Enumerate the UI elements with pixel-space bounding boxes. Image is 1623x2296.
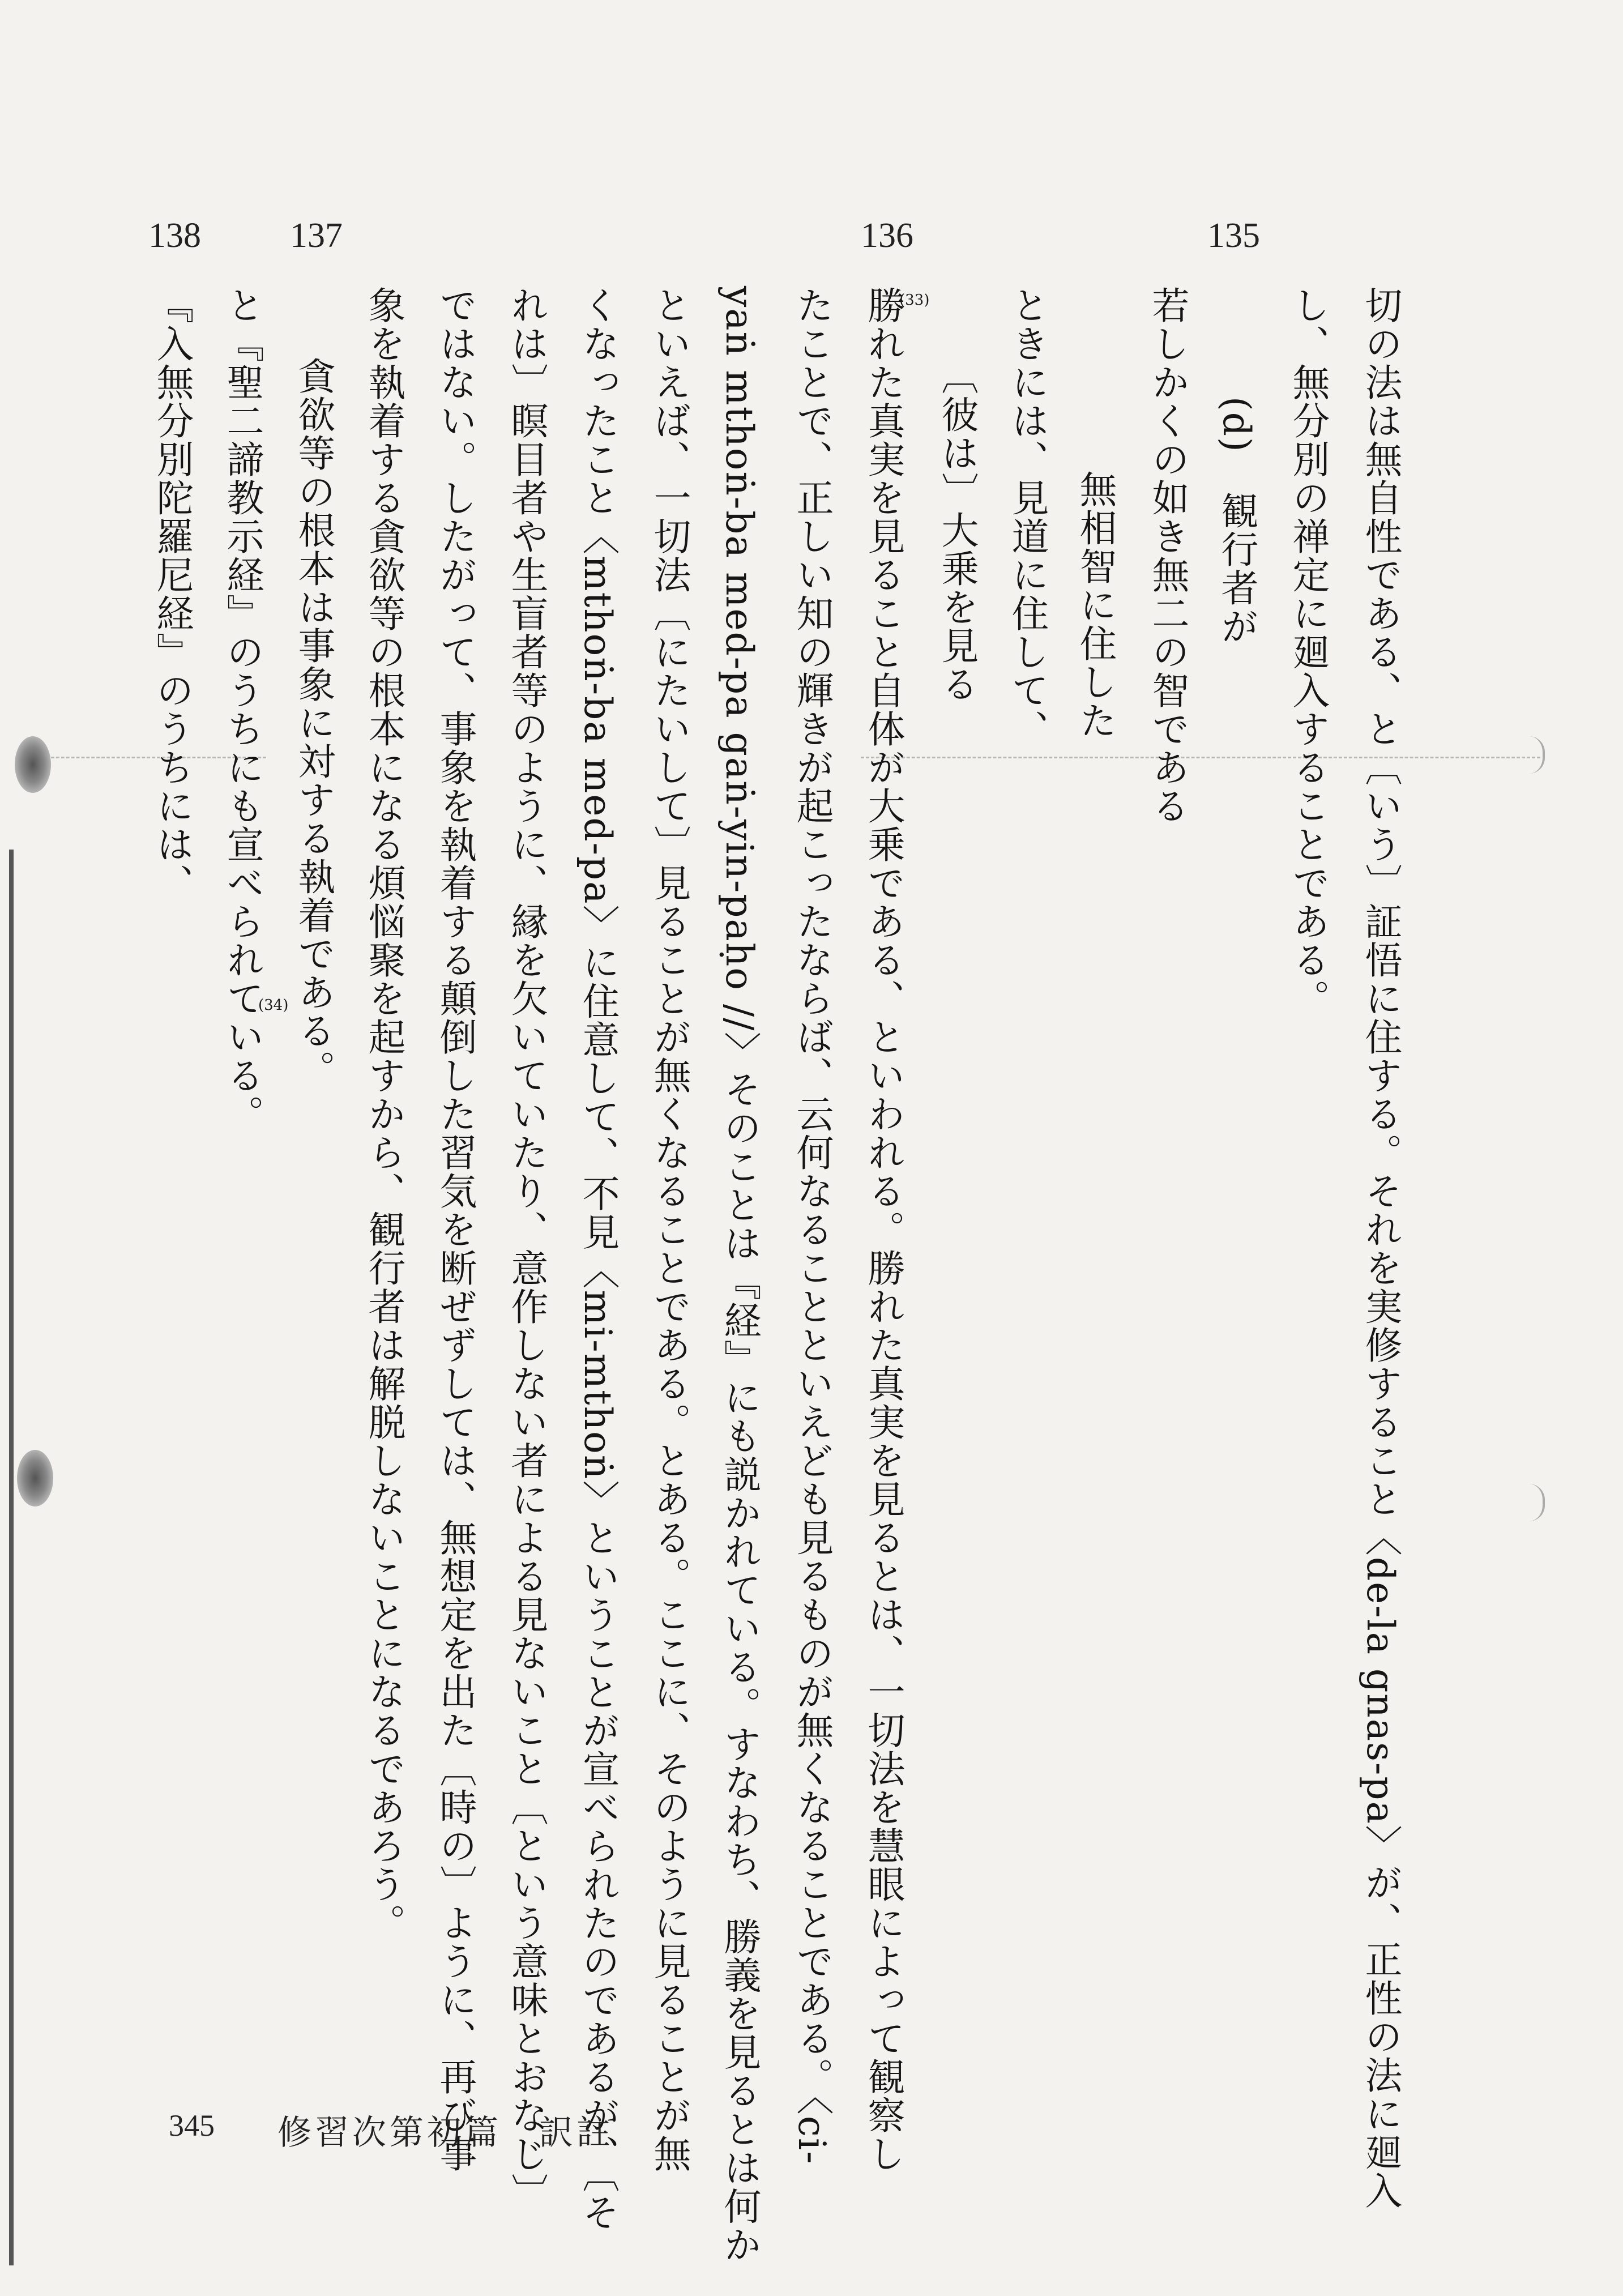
text-column-17: と『聖二諦教示経』のうちにも宣べられている。	[220, 286, 264, 1133]
text-column-5: 若しかくの如き無二の智である	[1146, 286, 1189, 825]
page-ref-136: 136	[861, 216, 913, 255]
binding-hole-top	[15, 736, 51, 793]
text-column-13: れは〕瞑目者や生盲者等のように、縁を欠いていたり、意作しない者による見ないこと〔という意味とおなじ〕	[505, 286, 548, 2212]
text-column-11: といえば、一切法〔にたいして〕見ることが無くなることである。とある。ここに、そのように見ることが無	[647, 286, 691, 2173]
scan-mark-right-top	[1529, 736, 1545, 774]
text-column-1: 切の法は無自性である、と〔いう〕証悟に住する。それを実修すること〈de-la gnas-pa〉が、正性の法に廻入	[1359, 286, 1402, 2210]
text-column-15: 象を執着する貪欲等の根本になる煩悩聚を起すから、観行者は解脱しないことになるであろう。	[362, 286, 405, 1942]
page-ref-135: 135	[1207, 216, 1260, 255]
text-column-7: 〔彼は〕大乗を見る	[935, 357, 979, 703]
page-ref-138: 138	[148, 216, 201, 255]
footer-running-title: 修習次第初篇 訳註	[277, 2113, 614, 2153]
page-edge-shadow	[9, 850, 14, 2265]
text-column-8	[861, 286, 905, 2173]
fold-line-right	[861, 757, 1540, 758]
note-mark-34: (34)	[258, 997, 289, 1014]
text-column-9: たことで、正しい知の輝きが起こったならば、云何なることといえども見るものが無くなることである。〈ci-	[790, 286, 834, 2165]
text-column-12: くなったこと〈mthoṅ-ba med-pa〉に住意して、不見〈mi-mthoṅ〉ということが宣べられたのであるが、〔そ	[576, 286, 620, 2232]
text-column-10: yaṅ mthoṅ-ba med-pa gaṅ-yin-paḥo //〉そのことは『経』にも説かれている。すなわち、勝義を見るとは何か	[717, 286, 761, 2264]
footer-page-number: 345	[169, 2109, 215, 2143]
note-mark-33: (33)	[899, 292, 930, 309]
text-column-6: ときには、見道に住して、	[1005, 286, 1049, 748]
text-column-14: ではない。したがって、事象を執着する顛倒した習気を断ぜずしては、無想定を出た〔時の〕ように、再び事	[433, 286, 477, 2173]
text-column-8-text: 勝れた真実を見ること自体が大乗である、といわれる。勝れた真実を見るとは、一切法を慧眼によって観察し	[861, 286, 905, 2173]
text-column-2: し、無分別の禅定に廻入することである。	[1286, 286, 1330, 1018]
text-column-18: 『入無分別陀羅尼経』のうちには、	[150, 286, 194, 902]
page-ref-137: 137	[290, 216, 343, 255]
text-column-16: 貪欲等の根本は事象に対する執着である。	[292, 357, 335, 1089]
text-column-3: (d) 観行者が	[1215, 396, 1258, 646]
binding-hole-bottom	[17, 1450, 53, 1507]
scan-mark-right-bottom	[1529, 1484, 1545, 1521]
text-column-4: 無相智に住した	[1073, 470, 1117, 740]
